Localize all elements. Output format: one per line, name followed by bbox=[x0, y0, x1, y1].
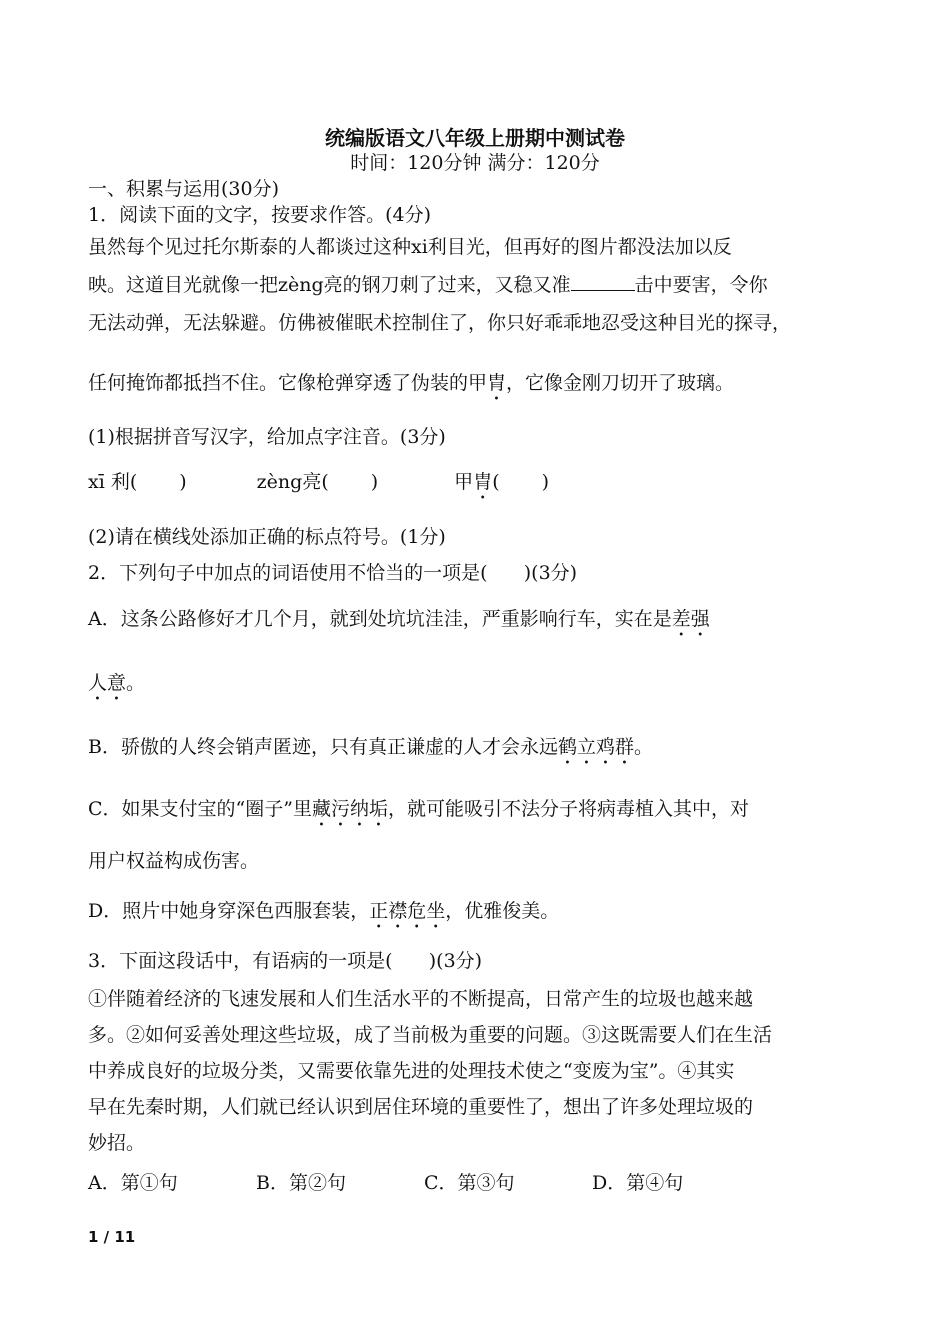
option-c-line-2: 用户权益构成伤害。 bbox=[88, 850, 260, 872]
page-number: 1 / 11 bbox=[88, 1228, 136, 1246]
passage-line-4 bbox=[88, 370, 734, 405]
q3-passage-line-1: ①伴随着经济的飞速发展和人们生活水平的不断提高，日常产生的垃圾也越来越 bbox=[88, 988, 754, 1010]
passage-line-3: 无法动弹，无法躲避。仿佛被催眠术控制住了，你只好乖乖地忍受这种目光的探寻， bbox=[88, 312, 792, 334]
option-d: D．照片中她身穿深色西服套装，正襟危坐，优雅俊美。 bbox=[88, 900, 560, 922]
q3-option-b: B．第②句 bbox=[256, 1172, 346, 1194]
passage-line-2b: 击中要害，令你 bbox=[634, 274, 768, 296]
exam-info: 时间：120分钟 满分：120分 bbox=[350, 152, 600, 174]
option-a-line-1: A．这条公路修好才几个月，就到处坑坑洼洼，严重影响行车，实在是差强 bbox=[88, 608, 710, 630]
q3-passage-line-2: 多。②如何妥善处理这些垃圾，成了当前极为重要的问题。③这既需要人们在生活 bbox=[88, 1024, 773, 1046]
q3-passage-line-3: 中养成良好的垃圾分类，又需要依靠先进的处理技术使之“变废为宝”。④其实 bbox=[88, 1060, 735, 1082]
passage-line-4b: ，它像金刚刀切开了玻璃。 bbox=[506, 372, 735, 394]
punctuation-blank[interactable] bbox=[571, 272, 635, 291]
passage-line-1: 虽然每个见过托尔斯泰的人都谈过这种xi利目光，但再好的图片都没法加以反 bbox=[88, 236, 732, 258]
q3-options bbox=[88, 1170, 683, 1196]
question-1-stem: 1．阅读下面的文字，按要求作答。(4分) bbox=[88, 204, 432, 226]
option-b: B．骄傲的人终会销声匿迹，只有真正谦虚的人才会永远鹤立鸡群。 bbox=[88, 736, 653, 758]
answer-blank-2: zèng亮( ) bbox=[256, 471, 379, 493]
passage-line-2a: 映。这道目光就像一把zèng亮的钢刀刺了过来，又稳又准 bbox=[88, 274, 571, 296]
question-2-stem: 2．下列句子中加点的词语使用不恰当的一项是( )(3分) bbox=[88, 562, 578, 584]
option-c-line-1: C．如果支付宝的“圈子”里藏污纳垢，就可能吸引不法分子将病毒植入其中，对 bbox=[88, 798, 749, 820]
q3-passage-line-4: 早在先秦时期，人们就已经认识到居住环境的重要性了，想出了许多处理垃圾的 bbox=[88, 1096, 754, 1118]
page-title: 统编版语文八年级上册期中测试卷 bbox=[325, 126, 625, 150]
answer-blank-row bbox=[88, 469, 549, 504]
q3-option-d: D．第④句 bbox=[592, 1172, 684, 1194]
q3-option-a: A．第①句 bbox=[88, 1172, 178, 1194]
subquestion-2: (2)请在横线处添加正确的标点符号。(1分) bbox=[88, 526, 446, 548]
answer-blank-3: 甲胄( ) bbox=[454, 471, 550, 493]
section-heading: 一、积累与运用(30分) bbox=[88, 178, 280, 200]
question-3-stem: 3．下面这段话中，有语病的一项是( )(3分) bbox=[88, 950, 483, 972]
passage-line-4a: 任何掩饰都抵挡不住。它像枪弹穿透了伪装的甲 bbox=[88, 372, 488, 394]
passage-line-2 bbox=[88, 272, 768, 298]
subquestion-1: (1)根据拼音写汉字，给加点字注音。(3分) bbox=[88, 426, 446, 448]
answer-blank-1: xī 利( ) bbox=[88, 471, 187, 493]
q3-passage-line-5: 妙招。 bbox=[88, 1132, 146, 1154]
q3-option-c: C．第③句 bbox=[424, 1172, 515, 1194]
dotted-char: 胄 bbox=[487, 372, 507, 394]
option-a-line-2: 人意。 bbox=[88, 672, 146, 694]
